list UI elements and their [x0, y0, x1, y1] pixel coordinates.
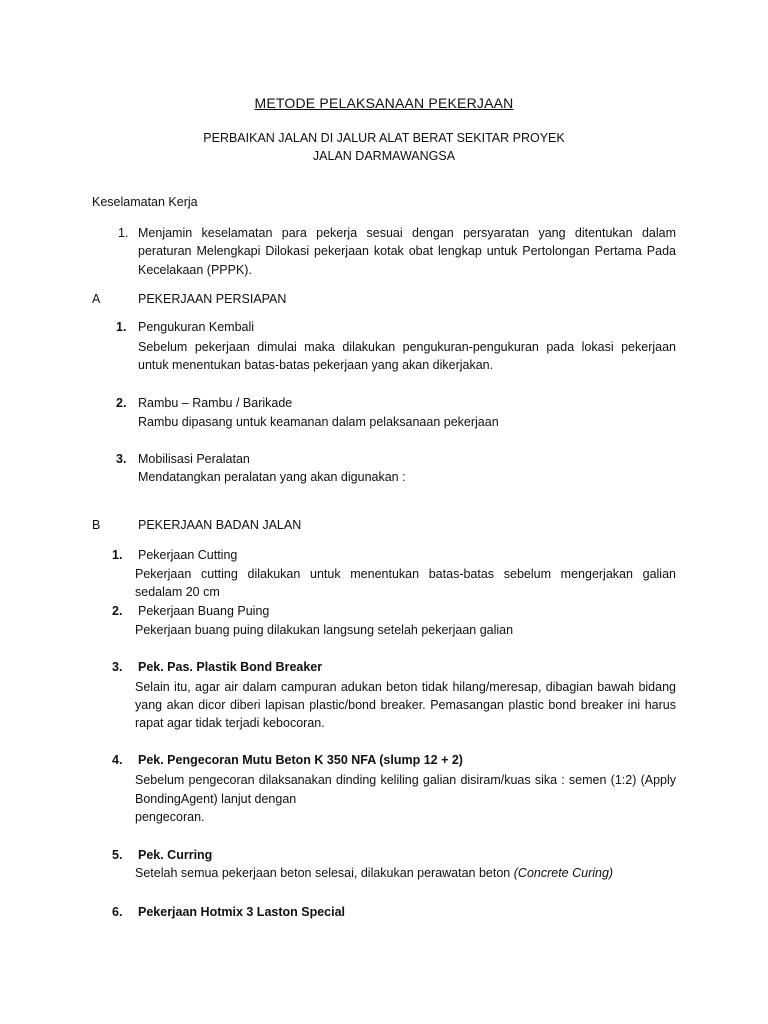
- document-subtitle-line1: PERBAIKAN JALAN DI JALUR ALAT BERAT SEKITAR PROYEK: [203, 131, 565, 145]
- section-a-item2-number: 2.: [116, 396, 127, 410]
- section-a-item2-title: Rambu – Rambu / Barikade: [138, 396, 293, 410]
- section-b-item5-line1: [135, 866, 613, 880]
- section-a-item2-line1: Rambu dipasang untuk keamanan dalam pelaksanaan pekerjaan: [138, 415, 499, 429]
- section-b-item2-title: Pekerjaan Buang Puing: [138, 604, 270, 618]
- section-b-item1-title: Pekerjaan Cutting: [138, 548, 238, 562]
- section-a-item1-title: Pengukuran Kembali: [138, 320, 255, 334]
- section-b-item1-number: 1.: [112, 548, 123, 562]
- section-b-item1-line1: Pekerjaan cutting dilakukan untuk menentukan batas-batas sebelum mengerjakan galian: [135, 567, 676, 581]
- section-b-item4-line2: BondingAgent) lanjut dengan: [135, 792, 297, 806]
- document-title: METODE PELAKSANAAN PEKERJAAN: [254, 95, 514, 111]
- section-b-item5-title: Pek. Curring: [138, 848, 213, 862]
- section-b-letter: B: [92, 518, 101, 532]
- section-b-item5-line1-text: Setelah semua pekerjaan beton selesai, dilakukan perawatan beton: [135, 866, 511, 880]
- section-a-letter: A: [92, 292, 101, 306]
- section-a-heading: PEKERJAAN PERSIAPAN: [138, 292, 287, 306]
- section-b-item5-line1-italic: (Concrete Curing): [513, 866, 614, 880]
- section-a-item3-title: Mobilisasi Peralatan: [138, 452, 250, 466]
- section-a-item3-number: 3.: [116, 452, 127, 466]
- section-b-item3-number: 3.: [112, 660, 123, 674]
- document-subtitle-line2: JALAN DARMAWANGSA: [312, 149, 456, 163]
- section-b-item3-line2: yang akan dicor diberi lapisan plastic/bond breaker. Pemasangan plastic bond breaker ini harus: [135, 698, 676, 712]
- section-b-item4-line1: Sebelum pengecoran dilaksanakan dinding keliling galian disiram/kuas sika : semen (1:2) (Apply: [135, 773, 676, 787]
- section-b-item1-line2: sedalam 20 cm: [135, 585, 220, 599]
- section-b-item6-number: 6.: [112, 905, 123, 919]
- section-a-item3-line1: Mendatangkan peralatan yang akan digunakan :: [138, 470, 406, 484]
- section-b-item4-title: Pek. Pengecoran Mutu Beton K 350 NFA (slump 12 + 2): [138, 753, 463, 767]
- section-b-heading: PEKERJAAN BADAN JALAN: [138, 518, 302, 532]
- section-a-item1-line1: Sebelum pekerjaan dimulai maka dilakukan pengukuran-pengukuran pada lokasi pekerjaan: [138, 340, 676, 354]
- section-b-item4-line3: pengecoran.: [135, 810, 205, 824]
- section-b-item3-title: Pek. Pas. Plastik Bond Breaker: [138, 660, 323, 674]
- section-b-item5-number: 5.: [112, 848, 123, 862]
- section-b-item6-title: Pekerjaan Hotmix 3 Laston Special: [138, 905, 346, 919]
- safety-text-line2: peraturan Melengkapi Dilokasi pekerjaan kotak obat lengkap untuk Pertolongan Pertama Pada: [138, 244, 676, 258]
- safety-text-line3: Kecelakaan (PPPK).: [138, 263, 252, 277]
- safety-heading: Keselamatan Kerja: [92, 195, 198, 209]
- safety-item-number: 1.: [118, 226, 129, 240]
- section-b-item3-line1: Selain itu, agar air dalam campuran adukan beton tidak hilang/meresap, dibagian bawah bidang: [135, 680, 676, 694]
- section-b-item3-line3: rapat agar tidak terjadi kebocoran.: [135, 716, 325, 730]
- section-b-item2-line1: Pekerjaan buang puing dilakukan langsung setelah pekerjaan galian: [135, 623, 514, 637]
- section-a-item1-line2: untuk menentukan batas-batas pekerjaan yang akan dikerjakan.: [138, 358, 494, 372]
- safety-text-line1: Menjamin keselamatan para pekerja sesuai dengan persyaratan yang ditentukan dalam: [138, 226, 676, 240]
- section-b-item2-number: 2.: [112, 604, 123, 618]
- section-a-item1-number: 1.: [116, 320, 127, 334]
- section-b-item4-number: 4.: [112, 753, 123, 767]
